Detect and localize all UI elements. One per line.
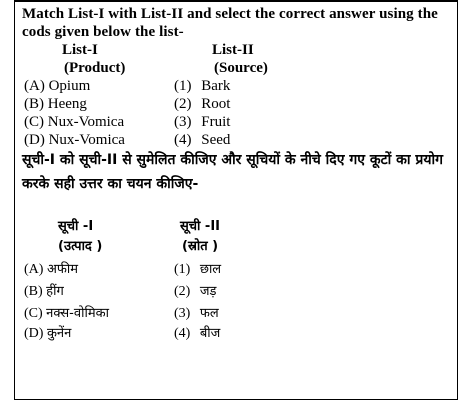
list1-item-english bbox=[24, 96, 87, 113]
list2-key: (3) bbox=[174, 114, 192, 130]
list2-text: छाल bbox=[199, 262, 222, 277]
list2-title-hindi: सूची -II bbox=[180, 219, 221, 234]
list2-key: (1) bbox=[174, 78, 192, 94]
list1-key: (A) bbox=[24, 262, 44, 277]
list1-text: कुनेंन bbox=[46, 326, 72, 341]
list1-key: (D) bbox=[24, 132, 45, 148]
list1-item-hindi bbox=[24, 305, 109, 323]
list1-key: (B) bbox=[24, 96, 44, 112]
list2-text: Seed bbox=[201, 132, 231, 148]
list2-item-hindi bbox=[174, 325, 220, 343]
list1-text: Nux-Vomica bbox=[47, 114, 125, 130]
list2-key: (3) bbox=[174, 306, 191, 321]
left-border bbox=[14, 0, 15, 400]
list2-item-hindi bbox=[174, 283, 216, 301]
list1-subtitle-english: (Product) bbox=[64, 60, 126, 76]
list1-key: (C) bbox=[24, 114, 44, 130]
list1-text: नक्स-वोमिका bbox=[46, 306, 109, 321]
list1-item-english bbox=[24, 132, 125, 149]
list1-text: हींग bbox=[46, 284, 64, 299]
list2-key: (1) bbox=[174, 262, 191, 277]
bottom-border bbox=[14, 399, 458, 400]
list1-text: Heeng bbox=[47, 96, 87, 112]
list1-key: (B) bbox=[24, 284, 43, 299]
list2-text: जड़ bbox=[199, 284, 217, 299]
list1-key: (A) bbox=[24, 78, 45, 94]
top-border bbox=[14, 0, 458, 2]
question-english: Match List-I with List-II and select the correct answer using the cods given below the list- bbox=[22, 6, 438, 40]
list2-subtitle-hindi: (स्रोत ) bbox=[182, 239, 219, 254]
list2-key: (2) bbox=[174, 284, 191, 299]
list1-text: Opium bbox=[48, 78, 91, 94]
list2-subtitle-english: (Source) bbox=[214, 60, 268, 76]
list2-text: Bark bbox=[201, 78, 231, 94]
list2-key: (4) bbox=[174, 132, 192, 148]
list1-text: Nux-Vomica bbox=[48, 132, 125, 148]
list1-item-english bbox=[24, 78, 90, 95]
list2-item-hindi bbox=[174, 261, 221, 279]
list2-item-english bbox=[174, 96, 230, 113]
list1-item-hindi bbox=[24, 261, 78, 279]
list2-item-hindi bbox=[174, 305, 219, 323]
list1-subtitle-hindi: (उत्पाद ) bbox=[58, 239, 103, 254]
list2-key: (4) bbox=[174, 326, 191, 341]
list1-item-english bbox=[24, 114, 124, 131]
list2-text: Fruit bbox=[201, 114, 231, 130]
list2-title-english: List-II bbox=[212, 42, 254, 58]
list2-text: बीज bbox=[199, 326, 221, 341]
right-border bbox=[457, 0, 458, 400]
list2-item-english bbox=[174, 114, 230, 131]
list1-key: (D) bbox=[24, 326, 44, 341]
list1-title-hindi: सूची -I bbox=[58, 219, 94, 234]
list1-item-hindi bbox=[24, 325, 71, 343]
list1-item-hindi bbox=[24, 283, 64, 301]
list1-title-english: List-I bbox=[62, 42, 98, 58]
list2-text: फल bbox=[199, 306, 219, 321]
list2-key: (2) bbox=[174, 96, 192, 112]
list2-item-english bbox=[174, 132, 230, 149]
list2-item-english bbox=[174, 78, 230, 95]
list1-text: अफीम bbox=[46, 262, 79, 277]
question-hindi: सूची-I को सूची-II से सुमेलित कीजिए और सूचियों के नीचे दिए गए कूटों का प्रयोग करके सही उत्तर का चयन कीजिए- bbox=[22, 152, 443, 192]
list2-text: Root bbox=[201, 96, 231, 112]
list1-key: (C) bbox=[24, 306, 43, 321]
